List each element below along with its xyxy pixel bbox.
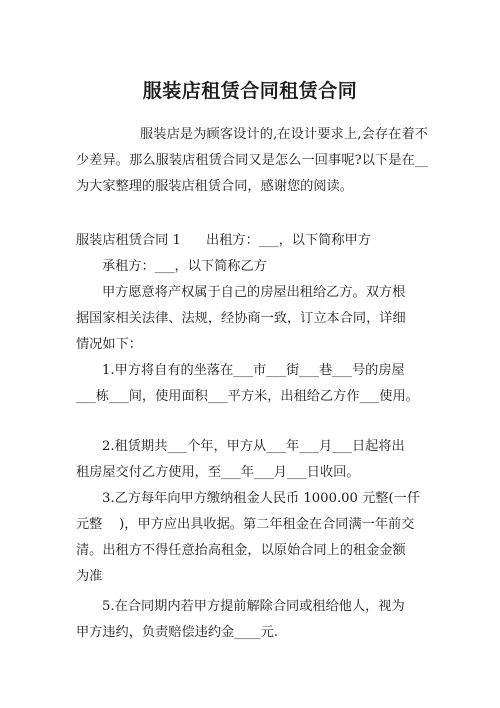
clause-5-line: 5.在合同期内若甲方提前解除合同或租给他人，视为 xyxy=(102,599,405,614)
paragraph-line: 据国家相关法律、法规，经协商一致，订立本合同，详细 xyxy=(76,311,406,326)
paragraph-line: 甲方愿意将产权属于自己的房屋出租给乙方。双方根 xyxy=(102,285,406,300)
paragraph-line: 情况如下： xyxy=(76,337,142,352)
clause-3-line: 为准 xyxy=(76,569,103,584)
clause-2-line: 租房屋交付乙方使用，至___年___月___日收回。 xyxy=(76,465,360,480)
clause-1-line: ___栋___间，使用面积___平方米，出租给乙方作___使用。 xyxy=(76,389,419,404)
clause-3-line: 3.乙方每年向甲方缴纳租金人民币 1000.00 元整(一仟 xyxy=(102,491,421,506)
clause-3-line: 元整 )，甲方应出具收据。第二年租金在合同满一年前交 xyxy=(76,517,415,532)
clause-3-line: 清。出租方不得任意抬高租金，以原始合同上的租金金额 xyxy=(76,543,406,558)
intro-paragraph: 服装店是为顾客设计的,在设计要求上,会存在着不少差异。那么服装店租赁合同又是怎么一回事呢?以下是在__为大家整理的服装店租赁合同，感谢您的阅读。 xyxy=(76,127,428,194)
clause-2-line: 2.租赁期共___个年，甲方从___年___月___日起将出 xyxy=(102,439,405,454)
page-title: 服装店租赁合同租赁合同 xyxy=(142,80,358,102)
contract-heading-line: 服装店租赁合同 1 出租方：___，以下简称甲方 xyxy=(76,233,371,248)
lessee-line: 承租方：___，以下简称乙方 xyxy=(102,259,267,274)
clause-1-line: 1.甲方将自有的坐落在___市___街___巷___号的房屋 xyxy=(102,363,405,378)
clause-5-line: 甲方违约，负责赔偿违约金____元. xyxy=(76,625,279,640)
